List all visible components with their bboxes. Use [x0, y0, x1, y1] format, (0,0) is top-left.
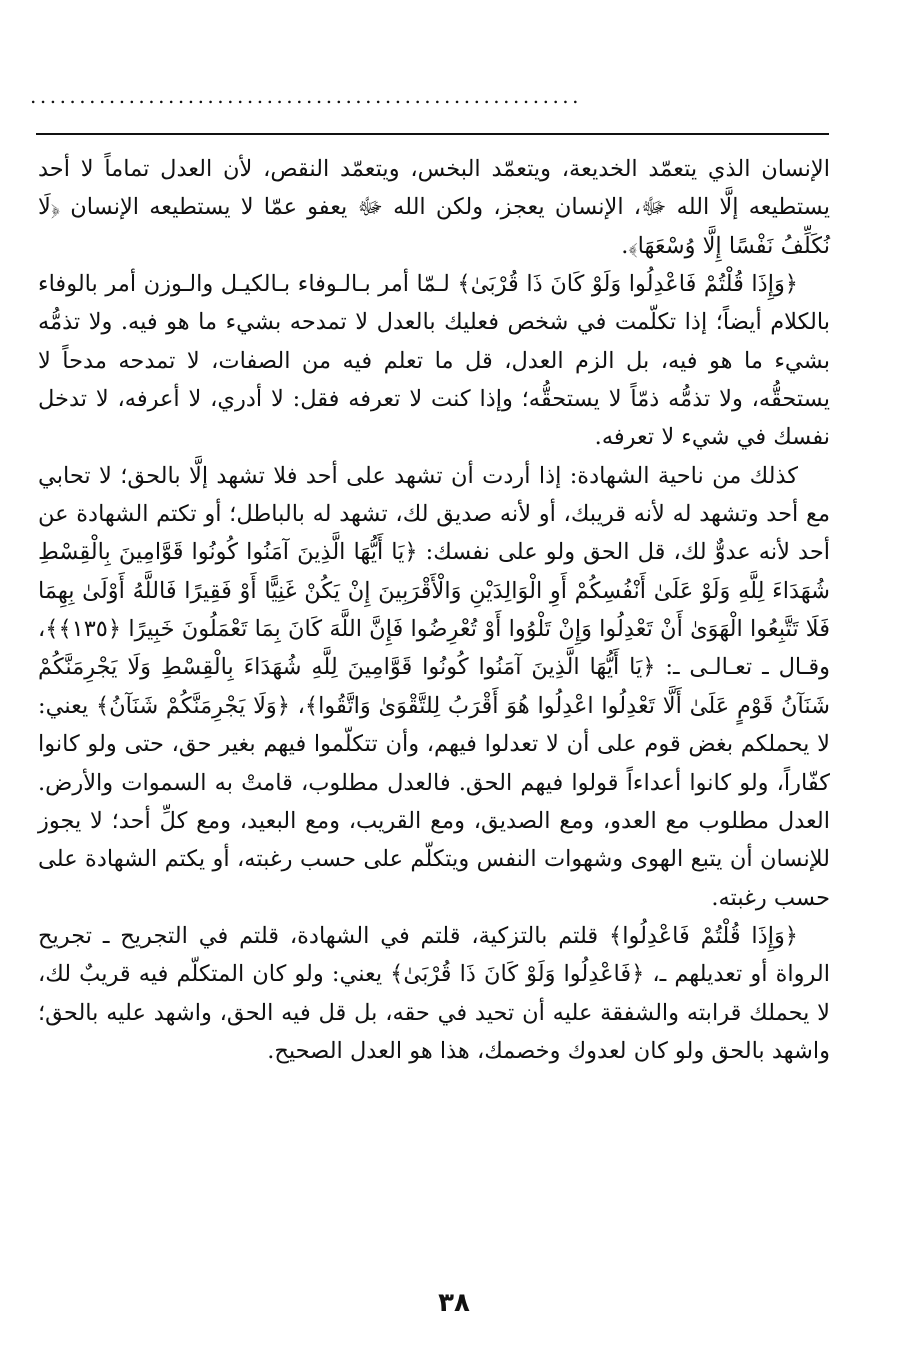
header-dotted-line: ........................................................ — [30, 84, 583, 108]
paragraph-3: كذلك من ناحية الشهادة: إذا أردت أن تشهد على أحد فلا تشهد إلَّا بالحق؛ لا تحابي مع أحد وتشهد له لأنه قريبك، أو لأنه صديق لك، تشهد له بالباطل؛ أو تكتم الشهادة عن أحد لأنه عدوٌّ لك، قل الحق ولو على نفسك: ﴿يَا أَيُّهَا الَّذِينَ آمَنُوا كُونُوا قَوَّامِينَ بِالْقِسْطِ شُهَدَاءَ لِلَّهِ وَلَوْ عَلَىٰ أَنْفُسِكُمْ أَوِ الْوَالِدَيْنِ وَالْأَقْرَبِينَ إِنْ يَكُنْ غَنِيًّا أَوْ فَقِيرًا فَاللَّهُ أَوْلَىٰ بِهِمَا فَلَا تَتَّبِعُوا الْهَوَىٰ أَنْ تَعْدِلُوا وَإِنْ تَلْوُوا أَوْ تُعْرِضُوا فَإِنَّ اللَّهَ كَانَ بِمَا تَعْمَلُونَ خَبِيرًا ﴿١٣٥﴾﴾، وقـال ـ تعـالـى ـ: ﴿يَا أَيُّهَا الَّذِينَ آمَنُوا كُونُوا قَوَّامِينَ لِلَّهِ شُهَدَاءَ بِالْقِسْطِ وَلَا يَجْرِمَنَّكُمْ شَنَآنُ قَوْمٍ عَلَىٰ أَلَّا تَعْدِلُوا اعْدِلُوا هُوَ أَقْرَبُ لِلتَّقْوَىٰ وَاتَّقُوا﴾، ﴿وَلَا يَجْرِمَنَّكُمْ شَنَآنُ﴾ يعني: لا يحملكم بغض قوم على أن لا تعدلوا فيهم، وأن تتكلّموا فيهم بغير حق، حتى ولو كانوا كفّاراً، ولو كانوا أعداءاً قولوا فيهم الحق. فالعدل مطلوب، قامتْ به السموات والأرض. العدل مطلوب مع العدو، ومع الصديق، ومع القريب، ومع البعيد، ومع كلِّ أحد؛ لا يجوز للإنسان أن يتبع الهوى وشهوات النفس ويتكلّم على حسب رغبته، أو يكتم الشهادة على حسب رغبته. — [38, 462, 830, 911]
header-rule — [36, 133, 829, 135]
paragraph-2: ﴿وَإِذَا قُلْتُمْ فَاعْدِلُوا وَلَوْ كَانَ ذَا قُرْبَىٰ﴾ لـمّا أمر بـالـوفاء بـالكيـل والـوزن أمر بالوفاء بالكلام أيضاً؛ إذا تكلّمت في شخص فعليك بالعدل لا تمدحه بشيء ما هو فيه. ولا تذمُّه بشيء ما هو فيه، بل الزم العدل، قل ما تعلم فيه من الصفات، لا تمدحه مدحاً لا يستحقُّه، ولا تذمُّه ذمّاً لا يستحقُّه؛ وإذا كنت لا تعرفه فقل: لا أدري، لا أعرفه، لا تدخل نفسك في شيء لا تعرفه. — [38, 271, 830, 451]
main-text — [38, 150, 830, 1070]
page-number: ٣٨ — [438, 1288, 470, 1318]
paragraph-1: الإنسان الذي يتعمّد الخديعة، ويتعمّد البخس، ويتعمّد النقص، لأن العدل تماماً لا أحد يستطيعه إلَّا الله ﷻ، الإنسان يعجز، ولكن الله ﷻ يعفو عمّا لا يستطيعه الإنسان ﴿لَا نُكَلِّفُ نَفْسًا إِلَّا وُسْعَهَا﴾. — [38, 156, 830, 259]
paragraph-4: ﴿وَإِذَا قُلْتُمْ فَاعْدِلُوا﴾ قلتم بالتزكية، قلتم في الشهادة، قلتم في التجريح ـ تجريح الرواة أو تعديلهم ـ، ﴿فَاعْدِلُوا وَلَوْ كَانَ ذَا قُرْبَىٰ﴾ يعني: ولو كان المتكلّم فيه قريبٌ لك، لا يحملك قرابته والشفقة عليه أن تحيد في حقه، بل قل فيه الحق، واشهد عليه بالحق؛ واشهد بالحق ولو كان لعدوك وخصمك، هذا هو العدل الصحيح. — [38, 922, 830, 1064]
